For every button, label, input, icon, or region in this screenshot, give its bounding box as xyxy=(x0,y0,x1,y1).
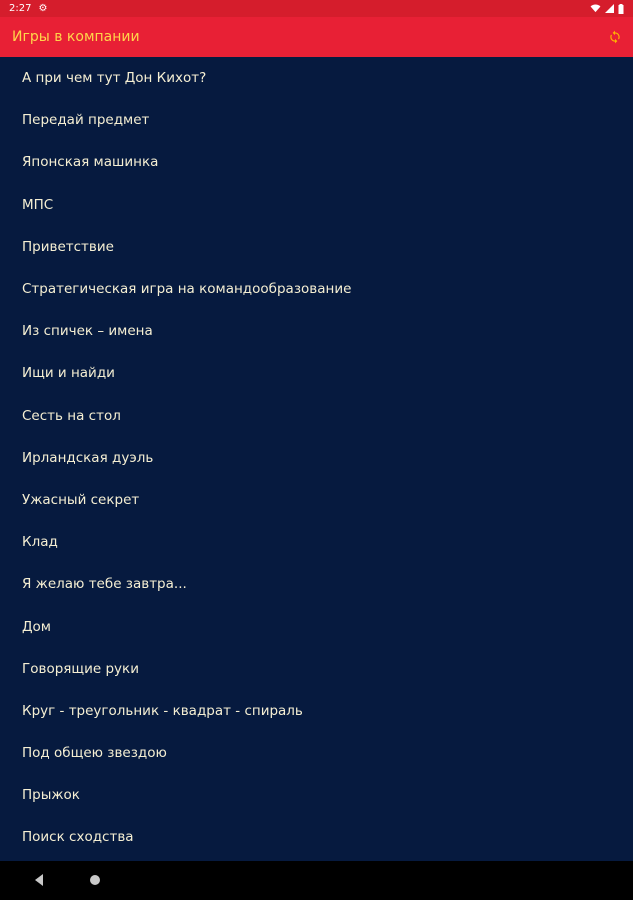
refresh-button[interactable] xyxy=(605,27,625,47)
back-icon[interactable] xyxy=(32,873,46,887)
list-item[interactable]: Ищи и найди xyxy=(22,365,115,382)
list-item[interactable]: Говорящие руки xyxy=(22,660,139,677)
wifi-icon xyxy=(590,4,601,13)
list-item[interactable]: Сесть на стол xyxy=(22,407,121,424)
signal-icon xyxy=(605,4,614,13)
list-item[interactable]: Из спичек – имена xyxy=(22,323,153,340)
status-bar xyxy=(0,0,633,17)
list-item[interactable]: А при чем тут Дон Кихот? xyxy=(22,70,207,87)
list-item[interactable]: Дом xyxy=(22,618,51,635)
list-item[interactable]: Я желаю тебе завтра... xyxy=(22,576,187,593)
list-item[interactable]: Японская машинка xyxy=(22,154,159,171)
refresh-icon xyxy=(608,30,622,44)
status-icons xyxy=(590,0,624,17)
list-item[interactable]: Ирландская дуэль xyxy=(22,449,154,466)
list-item[interactable]: Круг - треугольник - квадрат - спираль xyxy=(22,702,303,719)
app-bar xyxy=(0,17,633,57)
settings-icon: ⚙ xyxy=(38,3,48,14)
navigation-bar xyxy=(0,861,633,900)
list-item[interactable]: Под общею звездою xyxy=(22,745,167,762)
list-item[interactable]: Стратегическая игра на командообразование xyxy=(22,281,352,298)
list-item[interactable]: Клад xyxy=(22,534,58,551)
list-item[interactable]: Приветствие xyxy=(22,238,114,255)
app-title: Игры в компании xyxy=(12,29,140,45)
games-list xyxy=(0,57,633,861)
home-icon[interactable] xyxy=(90,875,100,885)
list-item[interactable]: МПС xyxy=(22,196,54,213)
status-time: 2:27 xyxy=(9,3,32,14)
list-item[interactable]: Передай предмет xyxy=(22,112,150,129)
list-item[interactable]: Прыжок xyxy=(22,787,80,804)
list-item[interactable]: Поиск сходства xyxy=(22,829,134,846)
battery-icon xyxy=(618,4,624,14)
list-item[interactable]: Ужасный секрет xyxy=(22,491,140,508)
